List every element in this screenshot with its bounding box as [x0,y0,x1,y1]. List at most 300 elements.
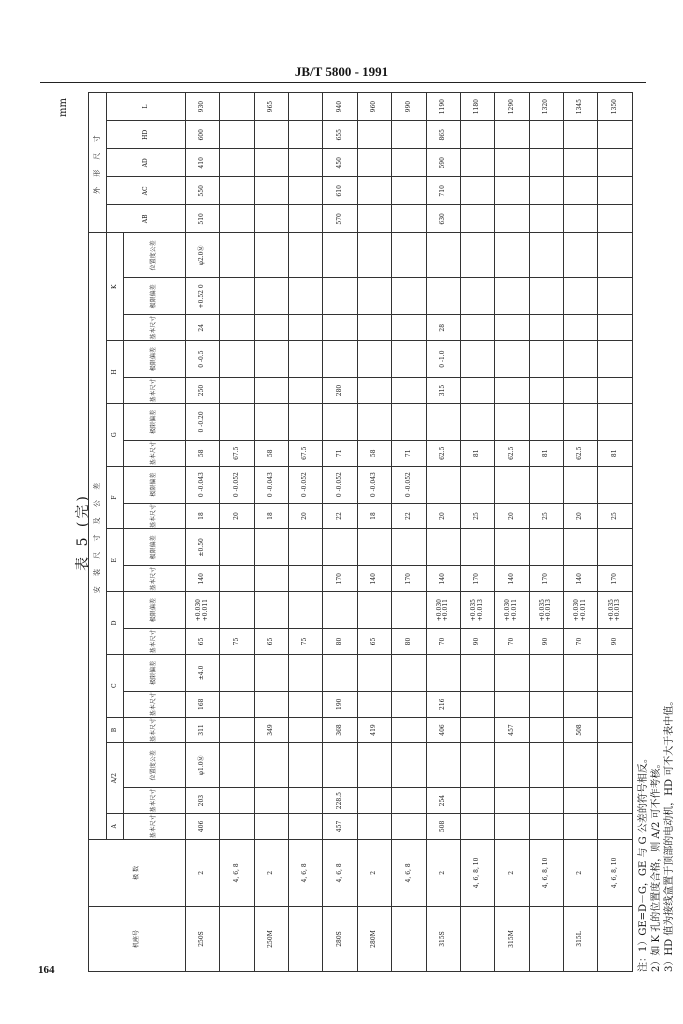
cell-A2 [529,788,563,814]
subheader-12: 基本尺寸 [123,440,185,466]
cell-A [598,813,633,839]
cell-HD: 600 [185,121,219,149]
cell-E_tol [357,529,391,566]
cell-D_tol: +0.030 +0.011 [185,592,219,629]
cell-C_tol [392,654,426,691]
cell-F: 25 [460,503,494,529]
cell-poles: 4, 6, 8 [220,839,254,906]
cell-G_tol [564,403,598,440]
table-row [426,93,460,972]
cell-L: 930 [185,93,219,121]
header-A2: A/2 [107,743,123,814]
cell-AD: 450 [323,149,357,177]
cell-AD [460,149,494,177]
cell-A2_pos [289,743,323,788]
cell-G: 58 [357,440,391,466]
cell-F_tol: 0 -0.043 [185,466,219,503]
page-number: 164 [38,964,55,976]
cell-A2 [254,788,288,814]
cell-B: 406 [426,717,460,743]
cell-D: 90 [529,629,563,655]
subheader-6: 基本尺寸 [123,629,185,655]
cell-AC [392,177,426,205]
cell-AB [598,205,633,233]
cell-H_tol [495,341,529,378]
cell-B: 419 [357,717,391,743]
cell-D_tol: +0.035 +0.013 [598,592,633,629]
cell-G_tol [357,403,391,440]
table-row [564,93,598,972]
cell-D_tol [220,592,254,629]
cell-A2_pos [220,743,254,788]
cell-H [564,378,598,404]
cell-AC [460,177,494,205]
cell-F: 20 [426,503,460,529]
cell-D: 80 [392,629,426,655]
cell-F_tol [564,466,598,503]
cell-B [529,717,563,743]
header-A: A [107,813,123,839]
cell-F: 22 [323,503,357,529]
cell-K_pos [529,233,563,278]
cell-A2 [495,788,529,814]
cell-K: 28 [426,315,460,341]
cell-C: 190 [323,691,357,717]
cell-AC [357,177,391,205]
cell-F_tol [598,466,633,503]
cell-E_tol [323,529,357,566]
header-H: H [107,341,123,404]
cell-AD [564,149,598,177]
cell-D: 65 [357,629,391,655]
cell-poles: 4, 6, 8, 10 [598,839,633,906]
cell-AB [254,205,288,233]
cell-K [289,315,323,341]
cell-poles: 2 [254,839,288,906]
subheader-4: 基本尺寸 [123,691,185,717]
cell-G_tol [220,403,254,440]
cell-E_tol [564,529,598,566]
cell-F_tol: 0 -0.043 [357,466,391,503]
cell-HD: 655 [323,121,357,149]
table-row [185,93,219,972]
cell-E: 170 [598,566,633,592]
cell-K: 24 [185,315,219,341]
cell-K_tol [220,278,254,315]
cell-AC [254,177,288,205]
cell-H: 280 [323,378,357,404]
cell-C_tol [564,654,598,691]
cell-frame: 250M [254,907,288,972]
cell-HD [460,121,494,149]
cell-A2_pos [598,743,633,788]
cell-AC [289,177,323,205]
cell-A2 [289,788,323,814]
cell-K_tol [323,278,357,315]
note-3: 3）HD 值为接线盒置于顶部的电动机，HD 可不大于表中值。 [664,695,675,972]
cell-poles: 4, 6, 8, 10 [529,839,563,906]
header-F: F [107,466,123,529]
cell-G: 62.5 [426,440,460,466]
cell-L: 1345 [564,93,598,121]
table-row [289,93,323,972]
cell-A [392,813,426,839]
cell-HD [220,121,254,149]
cell-K_pos: φ2.0Ⓜ [185,233,219,278]
cell-K [598,315,633,341]
subheader-15: 极限偏差 [123,341,185,378]
cell-frame [289,907,323,972]
cell-G: 67.5 [289,440,323,466]
cell-F: 25 [598,503,633,529]
cell-F_tol: 0 -0.052 [220,466,254,503]
cell-L: 965 [254,93,288,121]
cell-H_tol [289,341,323,378]
cell-A: 406 [185,813,219,839]
cell-AB: 570 [323,205,357,233]
cell-D: 80 [323,629,357,655]
table-row [323,93,357,972]
cell-K_tol [426,278,460,315]
cell-C: 168 [185,691,219,717]
unit-label: mm [58,98,69,117]
cell-C [564,691,598,717]
cell-L: 960 [357,93,391,121]
cell-A2 [220,788,254,814]
header-K: K [107,233,123,341]
cell-A [220,813,254,839]
cell-AC [529,177,563,205]
cell-G: 71 [323,440,357,466]
cell-poles: 4, 6, 8 [289,839,323,906]
cell-A: 508 [426,813,460,839]
cell-HD [529,121,563,149]
cell-F_tol: 0 -0.052 [392,466,426,503]
cell-AD [357,149,391,177]
cell-K_pos [254,233,288,278]
cell-F: 18 [254,503,288,529]
cell-C_tol [495,654,529,691]
cell-H [460,378,494,404]
header-AB: AB [107,205,185,233]
cell-L: 1320 [529,93,563,121]
cell-H [495,378,529,404]
rotated-table-block [40,92,675,972]
cell-D: 70 [495,629,529,655]
cell-G: 81 [598,440,633,466]
cell-C_tol [426,654,460,691]
cell-AD [598,149,633,177]
cell-E_tol [254,529,288,566]
cell-AB [357,205,391,233]
table-row [220,93,254,972]
cell-AB [392,205,426,233]
cell-A2 [392,788,426,814]
cell-K [323,315,357,341]
cell-C_tol [323,654,357,691]
subheader-17: 极限偏差 [123,278,185,315]
header-poles: 极 数 [89,839,186,906]
cell-C [529,691,563,717]
header-L: L [107,93,185,121]
subheader-14: 基本尺寸 [123,378,185,404]
header-D: D [107,592,123,655]
cell-E: 140 [185,566,219,592]
cell-AB [460,205,494,233]
subheader-16: 基本尺寸 [123,315,185,341]
cell-poles: 4, 6, 8 [392,839,426,906]
cell-AC [564,177,598,205]
cell-D_tol: +0.030 +0.011 [564,592,598,629]
cell-C [495,691,529,717]
table-row [460,93,494,972]
cell-H [392,378,426,404]
cell-G: 81 [460,440,494,466]
cell-D_tol [392,592,426,629]
subheader-1: 基本尺寸 [123,788,185,814]
cell-D: 65 [254,629,288,655]
cell-F: 22 [392,503,426,529]
cell-L: 1350 [598,93,633,121]
cell-K [529,315,563,341]
cell-A2_pos [460,743,494,788]
cell-E_tol: ±0.50 [185,529,219,566]
cell-D_tol: +0.030 +0.011 [426,592,460,629]
header-install-group: 安 装 尺 寸 及 公 差 [89,233,107,839]
cell-E: 170 [392,566,426,592]
cell-K_pos [323,233,357,278]
header-AD: AD [107,149,185,177]
cell-K_tol [289,278,323,315]
cell-F_tol: 0 -0.043 [254,466,288,503]
cell-H_tol: 0 -0.5 [185,341,219,378]
cell-E_tol [220,529,254,566]
cell-HD [392,121,426,149]
cell-G_tol [426,403,460,440]
cell-C: 216 [426,691,460,717]
cell-F_tol: 0 -0.052 [289,466,323,503]
cell-D: 75 [220,629,254,655]
cell-HD [254,121,288,149]
cell-AD [220,149,254,177]
cell-E_tol [598,529,633,566]
cell-AC [598,177,633,205]
cell-F_tol [460,466,494,503]
cell-frame: 315S [426,907,460,972]
cell-B [598,717,633,743]
cell-G: 58 [254,440,288,466]
cell-F: 20 [495,503,529,529]
note-1: 注：1）GE=D－G，GE 与 G 公差的符号相反。 [638,753,649,972]
header-G: G [107,403,123,466]
subheader-18: 位置度公差 [123,233,185,278]
cell-AC: 550 [185,177,219,205]
cell-A2: 254 [426,788,460,814]
cell-D_tol [323,592,357,629]
cell-B [392,717,426,743]
cell-G_tol [460,403,494,440]
cell-A2_pos [529,743,563,788]
cell-F_tol [426,466,460,503]
cell-H_tol [357,341,391,378]
subheader-13: 极限偏差 [123,403,185,440]
cell-D_tol: +0.035 +0.013 [460,592,494,629]
cell-K [357,315,391,341]
cell-L: 940 [323,93,357,121]
cell-G_tol [254,403,288,440]
cell-K_pos [495,233,529,278]
cell-K_pos [220,233,254,278]
cell-HD [357,121,391,149]
cell-C_tol [357,654,391,691]
cell-H [529,378,563,404]
cell-poles: 2 [357,839,391,906]
cell-D_tol: +0.035 +0.013 [529,592,563,629]
cell-C_tol [220,654,254,691]
cell-L: 1190 [426,93,460,121]
cell-C_tol: ±4.0 [185,654,219,691]
subheader-11: 极限偏差 [123,466,185,503]
cell-H_tol [323,341,357,378]
cell-AD [392,149,426,177]
cell-AD [289,149,323,177]
cell-G: 71 [392,440,426,466]
cell-A2_pos: φ1.0Ⓜ [185,743,219,788]
cell-G_tol [289,403,323,440]
table-row [529,93,563,972]
cell-AB [564,205,598,233]
cell-AB [289,205,323,233]
cell-D: 90 [598,629,633,655]
subheader-5: 极限偏差 [123,654,185,691]
cell-poles: 2 [495,839,529,906]
cell-F: 20 [564,503,598,529]
table-caption: 表 5 (完) [75,493,91,571]
cell-E [289,566,323,592]
cell-K_pos [460,233,494,278]
cell-K_pos [598,233,633,278]
cell-G_tol [323,403,357,440]
cell-H_tol [564,341,598,378]
cell-K_pos [564,233,598,278]
cell-frame [529,907,563,972]
cell-B [289,717,323,743]
table-notes [637,92,676,972]
cell-L: 1180 [460,93,494,121]
header-AC: AC [107,177,185,205]
cell-AB [529,205,563,233]
cell-K_pos [392,233,426,278]
cell-H [289,378,323,404]
dimension-table [88,92,633,972]
cell-K_tol [529,278,563,315]
cell-E_tol [289,529,323,566]
cell-K_pos [426,233,460,278]
cell-frame [598,907,633,972]
cell-F: 20 [220,503,254,529]
cell-B [460,717,494,743]
cell-H [598,378,633,404]
cell-C [598,691,633,717]
cell-G_tol [495,403,529,440]
cell-A [564,813,598,839]
header-outline-group: 外 形 尺 寸 [89,93,107,233]
cell-A2 [598,788,633,814]
cell-K_tol [598,278,633,315]
cell-C [289,691,323,717]
cell-K [392,315,426,341]
cell-C [254,691,288,717]
cell-AD [529,149,563,177]
cell-D_tol: +0.030 +0.011 [495,592,529,629]
cell-G_tol [598,403,633,440]
subheader-2: 位置度公差 [123,743,185,788]
cell-A2_pos [323,743,357,788]
cell-E: 140 [357,566,391,592]
cell-A2 [357,788,391,814]
cell-C_tol [598,654,633,691]
cell-E: 140 [426,566,460,592]
cell-frame: 280M [357,907,391,972]
cell-E: 170 [529,566,563,592]
cell-B [220,717,254,743]
cell-G: 67.5 [220,440,254,466]
cell-E: 170 [460,566,494,592]
cell-A2_pos [392,743,426,788]
cell-G_tol [529,403,563,440]
table-row [254,93,288,972]
cell-D: 75 [289,629,323,655]
cell-G: 62.5 [495,440,529,466]
cell-F: 25 [529,503,563,529]
cell-D_tol [289,592,323,629]
cell-poles: 2 [426,839,460,906]
cell-A2: 228.5 [323,788,357,814]
cell-E: 140 [564,566,598,592]
cell-AD [495,149,529,177]
subheader-8: 基本尺寸 [123,566,185,592]
cell-H: 315 [426,378,460,404]
cell-A [357,813,391,839]
cell-E: 170 [323,566,357,592]
cell-B: 508 [564,717,598,743]
cell-frame: 280S [323,907,357,972]
cell-A2_pos [426,743,460,788]
cell-G: 62.5 [564,440,598,466]
cell-A [529,813,563,839]
cell-K_pos [357,233,391,278]
header-rule [40,82,646,83]
cell-A2_pos [564,743,598,788]
cell-AB: 630 [426,205,460,233]
cell-C_tol [254,654,288,691]
cell-E [254,566,288,592]
cell-D: 90 [460,629,494,655]
table-row [495,93,529,972]
cell-K_tol [357,278,391,315]
cell-AB: 510 [185,205,219,233]
cell-frame: 315L [564,907,598,972]
cell-E_tol [392,529,426,566]
cell-K [495,315,529,341]
note-2: 2）如 K 孔的位置度合格，则 A/2 可不作考核。 [651,758,662,972]
header-frame: 机座号 [89,907,186,972]
cell-E_tol [426,529,460,566]
cell-D_tol [254,592,288,629]
cell-G: 81 [529,440,563,466]
subheader-3: 基本尺寸 [123,717,185,743]
cell-H: 250 [185,378,219,404]
